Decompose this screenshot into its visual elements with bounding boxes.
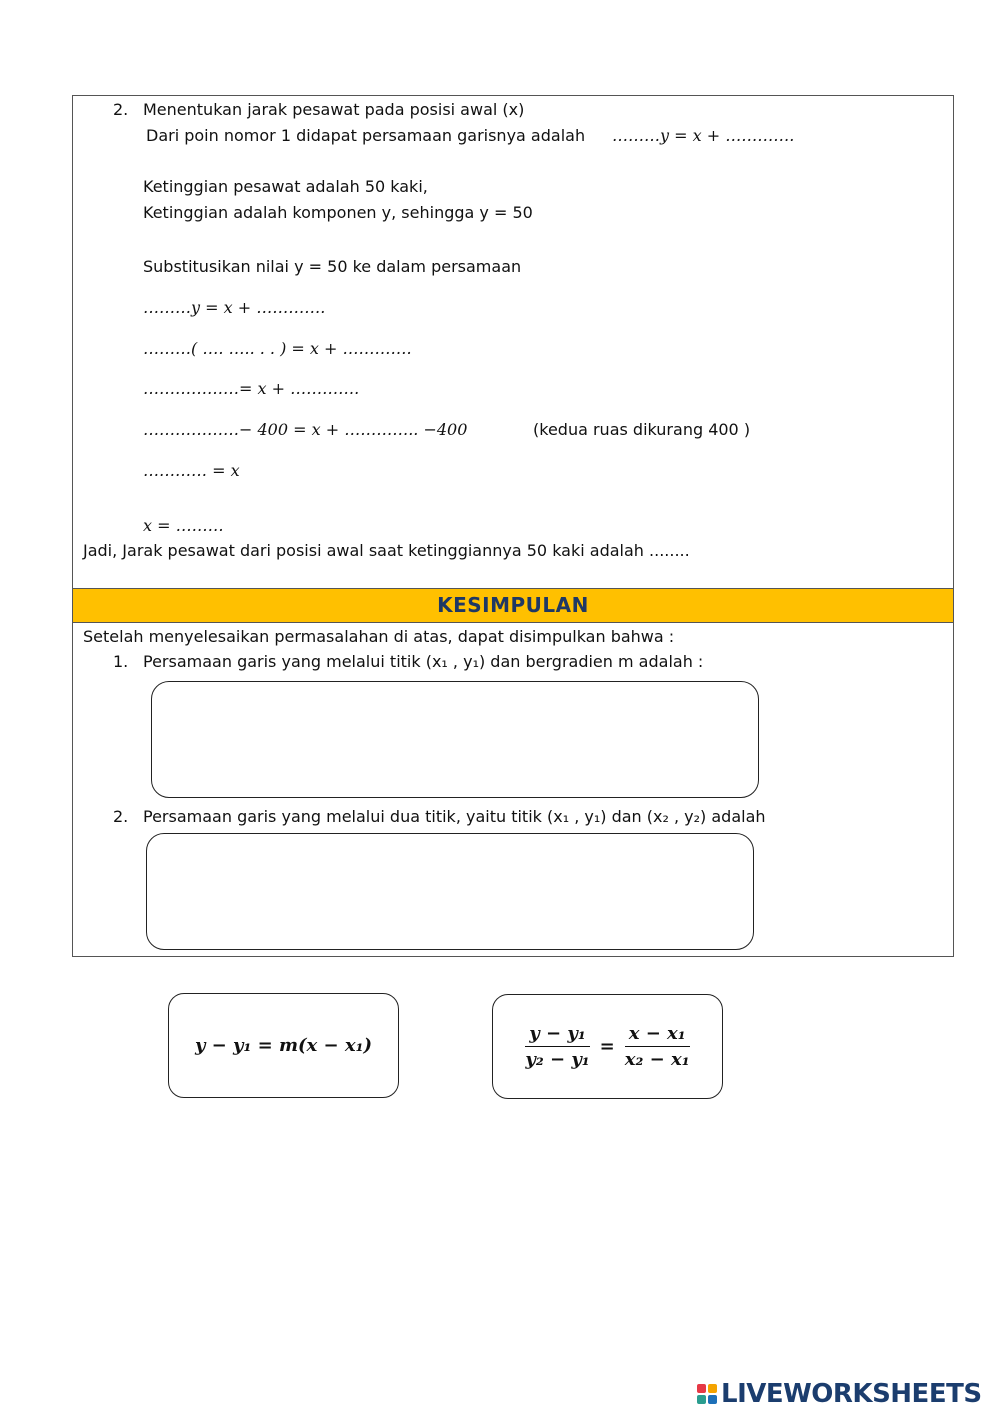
liveworksheets-brand-text: LIVEWORKSHEETS [721,1379,982,1409]
kesimpulan-intro: Setelah menyelesaikan permasalahan di atas, dapat disimpulkan bahwa : [83,627,675,646]
section2-intro-text: Dari poin nomor 1 didapat persamaan garisnya adalah [146,126,586,145]
answer-option-point-slope[interactable] [168,993,399,1098]
step-1-equation: ………y = x + …………. [143,298,326,317]
step-4-note: (kedua ruas dikurang 400 ) [533,420,751,439]
logo-square-4 [708,1395,717,1404]
section2-conclusion: Jadi, Jarak pesawat dari posisi awal saat ketinggiannya 50 kaki adalah ........ [83,541,690,560]
height-line-1: Ketinggian pesawat adalah 50 kaki, [143,177,428,196]
step-6-equation: x = ……… [143,516,224,535]
liveworksheets-logo [697,1378,982,1410]
two-point-equals: = [599,1036,615,1057]
liveworksheets-logo-icon [697,1384,717,1404]
two-point-rhs-denominator: x₂ − x₁ [624,1049,690,1070]
section2-intro-equation: ………y = x + …………. [612,126,795,145]
logo-square-2 [708,1384,717,1393]
substitute-instruction: Substitusikan nilai y = 50 ke dalam persamaan [143,257,522,276]
kesimpulan-item1-number: 1. [113,652,129,671]
step-4-equation: ………………− 400 = x + ………….. −400 [143,420,468,439]
answer-drop-zone-1[interactable] [151,681,759,798]
formula-point-slope-text: y − y₁ = m(x − x₁) [194,1035,373,1056]
section2-heading: Menentukan jarak pesawat pada posisi awal (x) [143,100,525,119]
kesimpulan-item2-text: Persamaan garis yang melalui dua titik, yaitu titik (x₁ , y₁) dan (x₂ , y₂) adalah [143,807,766,826]
height-line-2: Ketinggian adalah komponen y, sehingga y = 50 [143,203,533,222]
kesimpulan-banner: KESIMPULAN [73,589,953,622]
step-5-equation: ………… = x [143,461,240,480]
kesimpulan-item1-text: Persamaan garis yang melalui titik (x₁ , y₁) dan bergradien m adalah : [143,652,704,671]
two-point-lhs-numerator: y − y₁ [525,1023,589,1047]
two-point-rhs-fraction [621,1023,694,1070]
step-2-equation: ………( …. ….. . . ) = x + …………. [143,339,412,358]
two-point-lhs-fraction [521,1023,593,1070]
logo-square-3 [697,1395,706,1404]
divider-bottom [72,622,954,623]
step-3-equation: ………………= x + …………. [143,379,360,398]
two-point-rhs-numerator: x − x₁ [625,1023,690,1047]
kesimpulan-item2-number: 2. [113,807,129,826]
answer-option-two-point[interactable] [492,994,723,1099]
section2-number: 2. [113,100,129,119]
answer-drop-zone-2[interactable] [146,833,754,950]
two-point-lhs-denominator: y₂ − y₁ [525,1049,590,1070]
logo-square-1 [697,1384,706,1393]
